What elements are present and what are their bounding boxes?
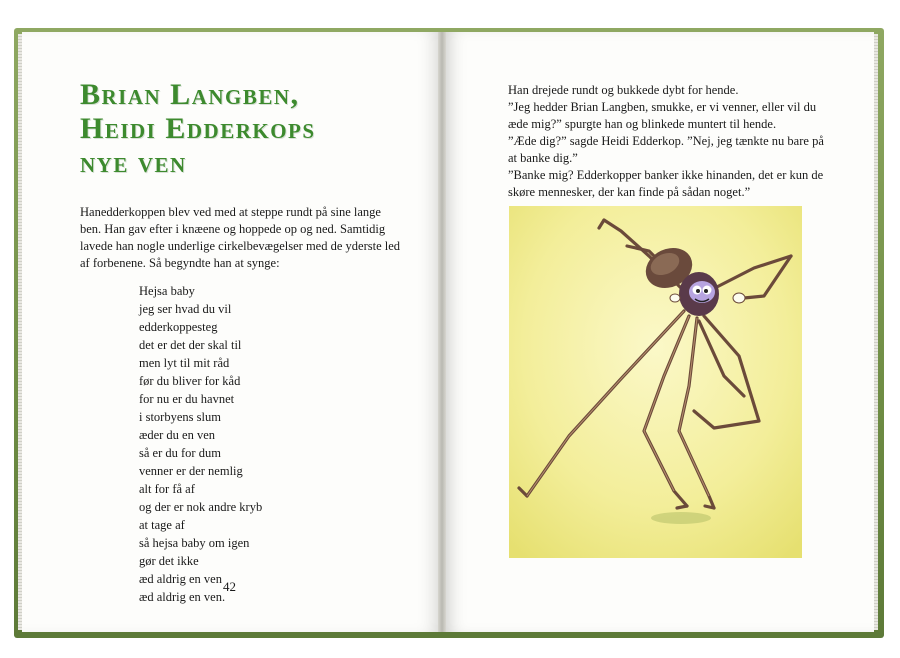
- chapter-title-line: Brian Langben,: [80, 78, 300, 111]
- page-number: 42: [223, 579, 236, 594]
- poem-line: så hejsa baby om igen: [139, 536, 250, 550]
- poem-line: og der er nok andre kryb: [139, 500, 263, 514]
- poem-line: i storbyens slum: [139, 410, 221, 424]
- page-edges-right: [874, 34, 878, 630]
- dialogue-paragraph: Han drejede rundt og bukkede dybt for hende.: [508, 83, 739, 97]
- poem-line: gør det ikke: [139, 554, 199, 568]
- poem-line: at tage af: [139, 518, 185, 532]
- left-body-text: [80, 204, 405, 272]
- poem-line: æder du en ven: [139, 428, 216, 442]
- poem-line: det er det der skal til: [139, 338, 242, 352]
- song-poem: [139, 282, 339, 606]
- poem-line: venner er der nemlig: [139, 464, 243, 478]
- spider-illustration: [509, 206, 802, 558]
- right-body-text: [508, 82, 833, 201]
- dancing-spider-icon: [509, 206, 802, 558]
- dialogue-paragraph: ”Æde dig?” sagde Heidi Edderkop. ”Nej, jeg tænkte nu bare på at banke dig.”: [508, 134, 824, 165]
- poem-line: æd aldrig en ven.: [139, 590, 226, 604]
- book-gutter: [438, 32, 446, 632]
- dialogue-paragraph: ”Jeg hedder Brian Langben, smukke, er vi venner, eller vil du æde mig?” spurgte han og blinkede muntert til hende.: [508, 100, 817, 131]
- poem-line: alt for få af: [139, 482, 195, 496]
- dialogue-paragraph: ”Banke mig? Edderkopper banker ikke hinanden, det er kun de skøre mennesker, der kan finde på sådan noget.”: [508, 168, 824, 199]
- poem-line: Hejsa baby: [139, 284, 195, 298]
- chapter-title: [80, 78, 410, 180]
- poem-line: så er du for dum: [139, 446, 221, 460]
- poem-line: jeg ser hvad du vil: [139, 302, 232, 316]
- poem-line: men lyt til mit råd: [139, 356, 230, 370]
- chapter-title-line: Heidi Edderkops: [80, 112, 316, 145]
- poem-line: før du bliver for kåd: [139, 374, 241, 388]
- poem-line: for nu er du havnet: [139, 392, 235, 406]
- poem-line: edderkoppesteg: [139, 320, 218, 334]
- poem-line: æd aldrig en ven: [139, 572, 222, 586]
- intro-paragraph: Hanedderkoppen blev ved med at steppe rundt på sine lange ben. Han gav efter i knæene og hoppede op og ned. Samtidig lavede han nogle underlige cirkelbevægelser med de yderste led af forbenene. Så begyndte han at synge:: [80, 205, 401, 270]
- chapter-title-line: nye ven: [80, 146, 187, 179]
